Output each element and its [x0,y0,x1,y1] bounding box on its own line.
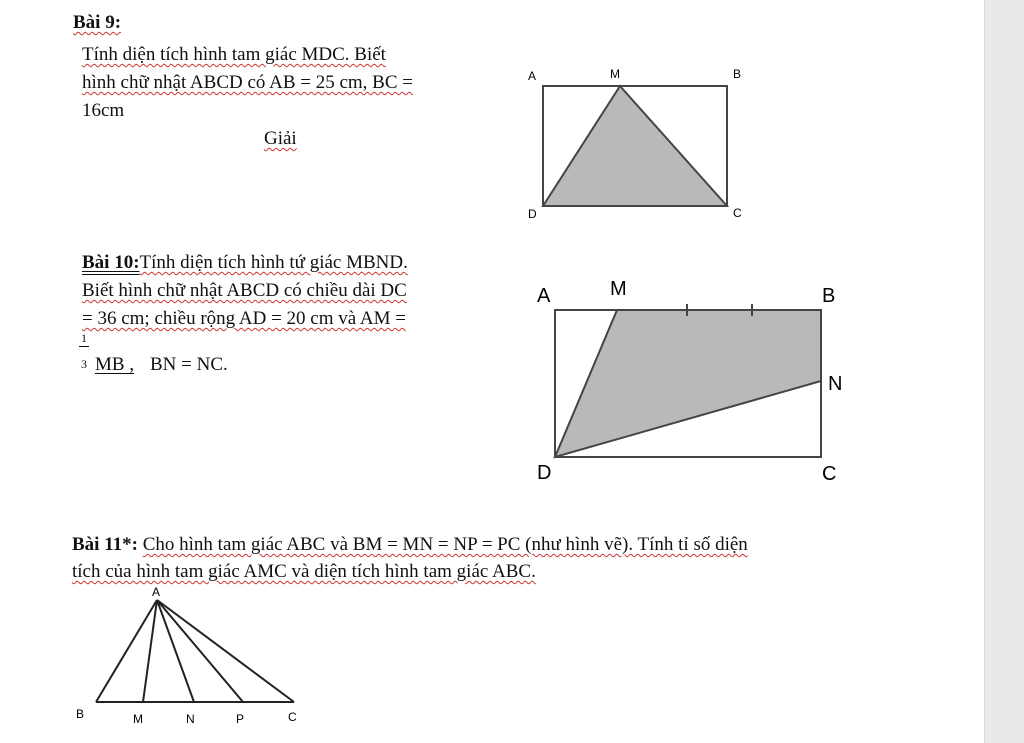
bai9-line-1: Tính diện tích hình tam giác MDC. Biết [82,44,386,65]
bai9-line-2: hình chữ nhật ABCD có AB = 25 cm, BC = [82,72,413,93]
bai11-segment-am [143,600,157,702]
bai9-label-d: D [528,207,537,221]
bai11-side-ac [157,600,294,702]
bai10-label-c: C [822,463,837,485]
bai9-label-a: A [528,69,537,83]
bai10-fraction-numerator: 1 [81,331,87,345]
bai9-heading: Bài 9: [73,12,122,33]
bai10-label-b: B [822,285,836,307]
bai10-line-2: Biết hình chữ nhật ABCD có chiều dài DC [82,280,407,301]
bai11-segment-ap [157,600,243,702]
bai9-label-m: M [610,67,620,81]
bai11-label-b: B [76,707,85,721]
bai11-label-a: A [152,585,161,599]
bai9-solution-label: Giải [264,128,297,149]
bai10-line-3: = 36 cm; chiều rộng AD = 20 cm và AM = [82,308,406,329]
bai10-line-1-text: Tính diện tích hình tứ giác MBND. [139,252,408,273]
bai10-label-d: D [537,462,552,484]
bai11-side-ab [96,600,157,702]
bai10-heading: Bài 10: [82,252,140,273]
bai11-label-c: C [288,710,297,724]
bai10-label-m: M [610,278,627,300]
bai11-label-n: N [186,712,195,726]
bai10-label-a: A [537,285,551,307]
vertical-scrollbar[interactable] [984,0,1024,743]
bai11-segment-an [157,600,194,702]
bai10-line-4-rest: BN = NC. [150,354,228,375]
bai11-line-2: tích của hình tam giác AMC và diện tích hình tam giác ABC. [72,561,536,582]
bai11-line-1-text: Cho hình tam giác ABC và BM = MN = NP = PC (như hình vẽ). Tính tỉ số diện [142,534,748,555]
bai10-mb-text: MB , [95,354,135,375]
bai11-heading: Bài 11*: [72,534,138,555]
bai10-fraction-denominator: 3 [81,357,87,371]
bai9-label-b: B [733,67,742,81]
bai9-line-3: 16cm [82,100,125,121]
bai10-label-n: N [828,373,843,395]
bai11-label-m: M [133,712,143,726]
bai11-label-p: P [236,712,245,726]
bai9-label-c: C [733,206,742,220]
